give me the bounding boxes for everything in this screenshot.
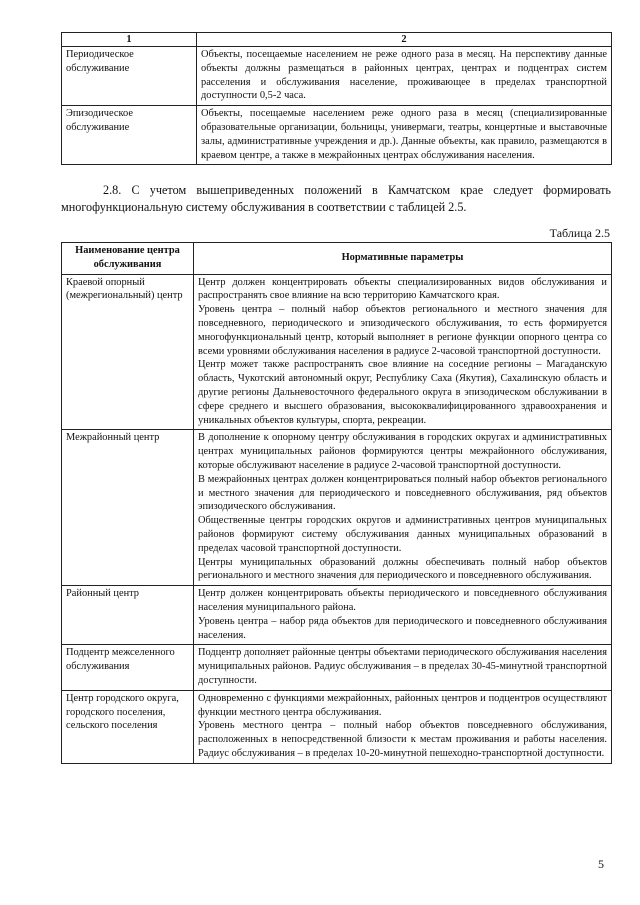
column-header: 2 [197,33,612,47]
parameter-paragraph: Одновременно с функциями межрайонных, районных центров и подцентров осуществляют функции местного центра обслуживания. [198,692,607,718]
parameter-paragraph: Центры муниципальных образований должны обеспечивать полный набор объектов регионального и местного значения для периодического и повседневного обслуживания. [198,556,607,582]
service-description-cell: Объекты, посещаемые населением не реже одного раза в месяц. На перспективу данные объекты должны размещаться в районных центрах, центрах и подцентрах систем расселения и обслуживания население, проживающее в пределах транспортной доступности 0,5-2 часа. [197,47,612,106]
table-row [62,47,612,106]
parameter-paragraph: Подцентр дополняет районные центры объектами периодического обслуживания населения муниципальных районов. Радиус обслуживания – в пределах 30-45-минутной транспортной доступности. [198,647,607,686]
center-name-cell: Подцентр межселенного обслуживания [62,645,194,690]
service-description-cell: Объекты, посещаемые населением реже одного раза в месяц (специализированные образовательные организации, больницы, универмаги, театры, концертные и выставочные залы, административные учреждения и др.). Данные объекты, как правило, размещаются в краевом центре, а также в межрайонных центрах обслуживания населения. [197,106,612,165]
center-name-cell: Районный центр [62,586,194,645]
table-row [62,106,612,165]
page-number: 5 [598,857,604,871]
service-type-cell: Эпизодическое обслуживание [62,106,197,165]
column-header: Наименование центра обслуживания [62,243,194,275]
table-row [62,430,612,586]
table-row [62,274,612,430]
column-header: Нормативные параметры [194,243,612,275]
parameters-cell [194,690,612,763]
service-centers-table [61,242,612,764]
parameters-cell [194,274,612,430]
table-row [62,586,612,645]
services-frequency-table [61,32,612,165]
table-caption: Таблица 2.5 [549,226,610,240]
parameter-paragraph: Центр должен концентрировать объекты специализированных видов обслуживания и распространять свое влияние на всю территорию Камчатского края. [198,276,607,302]
service-type-cell: Периодическое обслуживание [62,47,197,106]
parameters-cell [194,430,612,586]
parameter-paragraph: Уровень центра – набор ряда объектов для периодического и повседневного обслуживания населения. [198,615,607,641]
parameter-paragraph: В дополнение к опорному центру обслуживания в городских округах и административных центрах муниципальных районов формируются центры межрайонного обслуживания, которые обслуживают население в радиусе 2-часовой транспортной доступности. [198,432,607,471]
table-row [62,690,612,763]
parameter-paragraph: Уровень центра – полный набор объектов регионального и местного значения для повседневного, периодического и эпизодического обслуживания, то есть формируется многофункциональный центр, который выполняет в регионе функции опорного центра со всеми уровнями обслуживания населения в радиусе 2-часовой транспортной доступности. [198,304,607,357]
table-header-row [62,243,612,275]
parameter-paragraph: В межрайонных центрах должен концентрироваться полный набор объектов регионального и местного значения для периодического и повседневного обслуживания, ряд объектов эпизодического обслуживания. [198,473,607,513]
parameter-paragraph: Уровень местного центра – полный набор объектов повседневного обслуживания, расположенных в непосредственной близости к местам проживания и работы населения. Радиус обслуживания – в пределах 10-20-минутной пешеходно-транспортной доступности. [198,720,607,759]
column-header: 1 [62,33,197,47]
parameter-paragraph: Общественные центры городских округов и административных центров муниципальных районов формируют систему обслуживания данных муниципальных образований в пределах часовой транспортной доступности. [198,515,607,554]
center-name-cell: Центр городского округа, городского поселения, сельского поселения [62,690,194,763]
parameter-paragraph: Центр может также распространять свое влияние на соседние регионы – Магаданскую область, Чукотский автономный округ, Республику Саха (Якутия), Сахалинскую область и другие регионы Дальневосточного федерального округа в эпизодическом обслуживании в сфере среднего и высшего образования, высококвалифицированного здравоохранения и уникальных объектов культуры, спорта, рекреации. [198,359,607,426]
parameters-cell [194,645,612,690]
parameters-cell [194,586,612,645]
body-paragraph: 2.8. С учетом вышеприведенных положений в Камчатском крае следует формировать многофункциональную систему обслуживания в соответствии с таблицей 2.5. [61,183,611,214]
table-header-row [62,33,612,47]
table-row [62,645,612,690]
parameter-paragraph: Центр должен концентрировать объекты периодического и повседневного обслуживания населения муниципального района. [198,588,607,613]
center-name-cell: Межрайонный центр [62,430,194,586]
center-name-cell: Краевой опорный (межрегиональный) центр [62,274,194,430]
